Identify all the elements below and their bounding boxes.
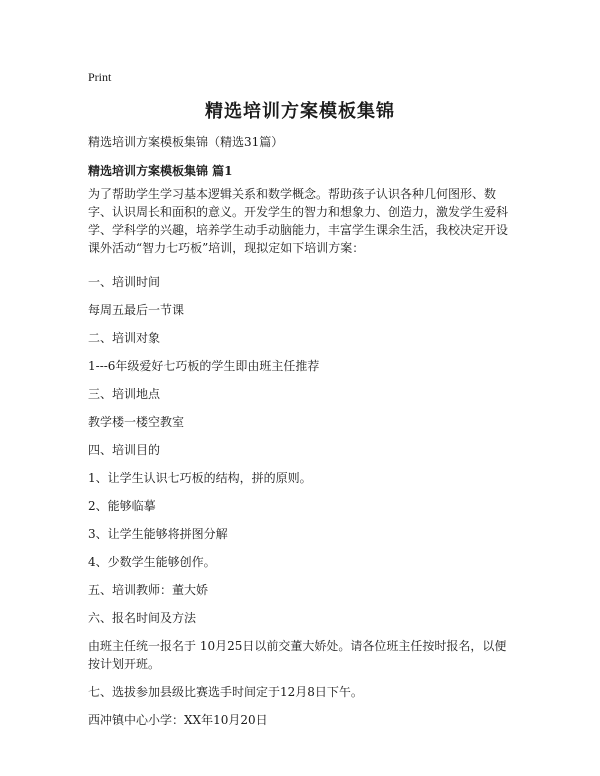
training-time-value: 每周五最后一节课 xyxy=(88,303,185,317)
heading-training-location: 三、培训地点 xyxy=(88,387,161,401)
registration-details: 由班主任统一报名于 10月25日以前交董大娇处。请各位班主任按时报名，以便按计划开班。 xyxy=(88,639,507,671)
purpose-item-4: 4、少数学生能够创作。 xyxy=(88,555,216,569)
signature-line: 西冲镇中心小学：XX年10月20日 xyxy=(88,713,268,727)
purpose-item-2: 2、能够临摹 xyxy=(88,499,156,513)
heading-training-purpose: 四、培训目的 xyxy=(88,443,161,457)
heading-training-time: 一、培训时间 xyxy=(88,275,161,289)
print-label: Print xyxy=(88,70,112,84)
document-body xyxy=(88,133,518,739)
purpose-item-1: 1、让学生认识七巧板的结构，拼的原则。 xyxy=(88,471,312,485)
heading-training-teacher: 五、培训教师：董大娇 xyxy=(88,583,209,597)
heading-registration: 六、报名时间及方法 xyxy=(88,611,197,625)
purpose-item-3: 3、让学生能够将拼图分解 xyxy=(88,527,228,541)
heading-selection: 七、选拔参加县级比赛选手时间定于12月8日下午。 xyxy=(88,685,363,699)
training-location-value: 教学楼一楼空教室 xyxy=(88,415,185,429)
section-heading: 精选培训方案模板集锦 篇1 xyxy=(88,164,233,178)
intro-paragraph: 为了帮助学生学习基本逻辑关系和数学概念。帮助孩子认识各种几何图形、数字、认识周长和面积的意义。开发学生的智力和想象力、创造力，激发学生爱科学、学科学的兴趣，培养学生动手动脑能力，丰富学生课余生活，我校决定开设课外活动“智力七巧板”培训，现拟定如下培训方案： xyxy=(88,187,509,255)
document-title: 精选培训方案模板集锦 xyxy=(205,101,395,122)
training-target-value: 1---6年级爱好七巧板的学生即由班主任推荐 xyxy=(88,359,320,373)
heading-training-target: 二、培训对象 xyxy=(88,331,161,345)
document-subtitle: 精选培训方案模板集锦（精选31篇） xyxy=(88,135,284,149)
